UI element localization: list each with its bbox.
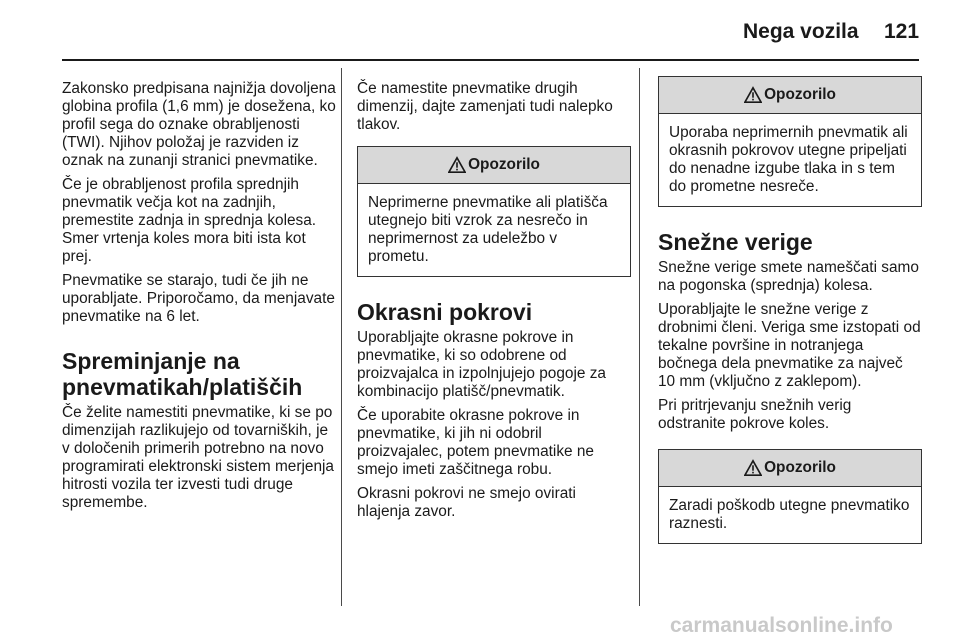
warning-title: Opozorilo <box>468 156 540 173</box>
warning-box <box>658 76 922 207</box>
warning-title: Opozorilo <box>764 459 836 476</box>
paragraph: Uporabljajte le snežne verige z drobnimi členi. Veriga sme izstopati od tekalne površine in notranjega bočnega dela pnevmatike za največ 10 mm (vključno z zaklepom). <box>658 301 921 390</box>
column-divider <box>639 68 640 606</box>
column-left <box>62 80 338 518</box>
paragraph: Pnevmatike se starajo, tudi če jih ne uporabljate. Priporočamo, da menjavate pnevmatike na 6 let. <box>62 272 335 325</box>
watermark: carmanualsonline.info <box>670 614 893 637</box>
column-middle <box>357 80 631 527</box>
paragraph: Če želite namestiti pnevmatike, ki se po dimenzijah razlikujejo od tovarniških, je v določenih primerih potrebno na novo programirati elektronski sistem merjenja hitrosti vozila ter izvesti tudi druge spremembe. <box>62 404 334 511</box>
column-right <box>658 76 922 544</box>
warning-box <box>658 449 922 544</box>
warning-triangle-icon <box>744 86 762 104</box>
warning-text: Uporaba neprimernih pnevmatik ali okrasnih pokrovov utegne pripeljati do nenadne izgube tlaka in s tem do prometne nesreče. <box>669 124 908 195</box>
paragraph: Če namestite pnevmatike drugih dimenzij, dajte zamenjati tudi nalepko tlakov. <box>357 80 613 133</box>
page-header <box>0 0 960 62</box>
warning-header <box>358 147 630 184</box>
paragraph: Zakonsko predpisana najnižja dovoljena globina profila (1,6 mm) je dosežena, ko profil sega do oznake obrabljenosti (TWI). Njihov položaj je razviden iz oznak na zunanji stranici pnevmatike. <box>62 80 336 169</box>
section-heading: Spreminjanje na pnevmatikah/platiščih <box>62 348 303 400</box>
paragraph: Snežne verige smete nameščati samo na pogonska (sprednja) kolesa. <box>658 259 919 294</box>
paragraph: Če je obrabljenost profila sprednjih pnevmatik večja kot na zadnjih, premestite zadnja in sprednja kolesa. Smer vrtenja koles mora biti ista kot prej. <box>62 176 317 265</box>
warning-text: Zaradi poškodb utegne pnevmatiko raznesti. <box>669 497 910 532</box>
paragraph: Uporabljajte okrasne pokrove in pnevmatike, ki so odobrene od proizvajalca in izpolnjujejo pogoje za kombinacijo platišč/pnevmatik. <box>357 329 606 400</box>
paragraph: Pri pritrjevanju snežnih verig odstranite pokrove koles. <box>658 397 852 432</box>
section-title: Nega vozila <box>743 20 859 43</box>
section-heading: Okrasni pokrovi <box>357 299 533 325</box>
warning-text: Neprimerne pnevmatike ali platišča utegnejo biti vzrok za nesrečo in neprimernost za udeležbo v prometu. <box>368 194 608 265</box>
section-heading: Snežne verige <box>658 229 813 255</box>
warning-box <box>357 146 631 277</box>
paragraph: Okrasni pokrovi ne smejo ovirati hlajenja zavor. <box>357 485 576 520</box>
paragraph: Če uporabite okrasne pokrove in pnevmatike, ki jih ni odobril proizvajalec, potem pnevmatike ne smejo imeti zaščitnega robu. <box>357 407 594 478</box>
warning-triangle-icon <box>744 459 762 477</box>
warning-triangle-icon <box>448 156 466 174</box>
page-number: 121 <box>884 20 920 43</box>
warning-header <box>659 450 921 487</box>
warning-header <box>659 77 921 114</box>
column-divider <box>341 68 342 606</box>
warning-title: Opozorilo <box>764 86 836 103</box>
header-divider <box>62 59 919 61</box>
